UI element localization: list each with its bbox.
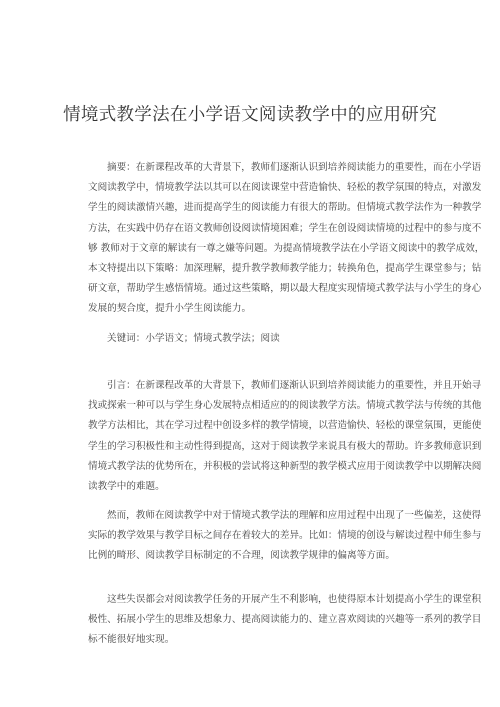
abstract-line: 方法，在实践中仍存在语文教师创设阅读情境困难；学生在创设阅读情境的过程中的参与度不	[88, 222, 482, 234]
abstract-paragraph	[88, 158, 485, 320]
body-line: 然而，教师在阅读教学中对于情境式教学法的理解和应用过程中出现了一些偏差，这使得	[107, 510, 482, 521]
intro-line: 引言：在新课程改革的大背景下，教师们逐渐认识到培养阅读能力的重要性，并且开始寻	[107, 380, 482, 391]
abstract-line: 本文特提出以下策略：加深理解，提升教学教师教学能力；转换角色，提高学生课堂参与；钻	[88, 263, 482, 275]
intro-line: 情境式教学法的优势所在，并积极的尝试将这种新型的教学模式应用于阅读教学中以期解决阅	[88, 460, 482, 472]
abstract-line: 够 教师对于文章的解读有一尊之嫌等问题。为提高情境教学法在小学语文阅读中的教学成效，	[88, 242, 485, 254]
intro-line: 学生的学习积极性和主动性得到提高，这对于阅读教学来说具有极大的帮助。许多教师意识到	[88, 440, 482, 452]
keywords-text: 关键词：小学语文；情境式教学法；阅读	[107, 333, 280, 344]
body-paragraph-2	[88, 506, 482, 567]
body-line: 这些失误都会对阅读教学任务的开展产生不利影响，也使得原本计划提高小学生的课堂积	[107, 594, 482, 605]
intro-line: 找或探索一种可以与学生身心发展特点相适应的的阅读教学方法。情境式教学法与传统的其他	[88, 400, 482, 412]
keywords-line	[88, 329, 444, 349]
body-line: 比例的畸形、阅读教学目标制定的不合理，阅读教学规律的偏离等方面。	[88, 550, 395, 562]
intro-paragraph	[88, 376, 482, 497]
abstract-line: 文阅读教学中，情境教学法以其可以在阅读课堂中营造愉快、轻松的教学氛围的特点，对激发	[88, 182, 482, 194]
abstract-line: 学生的阅读激情兴趣，进而提高学生的阅读能力有很大的帮助。但情境式教学法作为一种教学	[88, 202, 482, 214]
body-line: 实际的教学效果与教学目标之间存在着较大的差异。比如：情境的创设与解读过程中师生参与	[88, 530, 482, 542]
abstract-line: 研文章，帮助学生感悟情境。通过这些策略，期以最大程度实现情境式教学法与小学生的身心	[88, 283, 482, 295]
body-line: 极性、拓展小学生的思维及想象力、提高阅读能力的、建立喜欢阅读的兴趣等一系列的教学目	[88, 614, 482, 626]
body-paragraph-3	[88, 590, 482, 651]
intro-line: 读教学中的难题。	[88, 481, 165, 493]
abstract-line: 发展的契合度，提升小学生阅读能力。	[88, 303, 252, 315]
paper-title: 情境式教学法在小学语文阅读教学中的应用研究	[63, 104, 437, 125]
abstract-line: 摘要：在新课程改革的大背景下，教师们逐渐认识到培养阅读能力的重要性，而在小学语	[107, 162, 482, 173]
body-line: 标不能很好地实现。	[88, 634, 175, 646]
intro-line: 教学方法相比，其在学习过程中创设多样的教学情境，以营造愉快、轻松的课堂氛围，更能使	[88, 420, 482, 432]
